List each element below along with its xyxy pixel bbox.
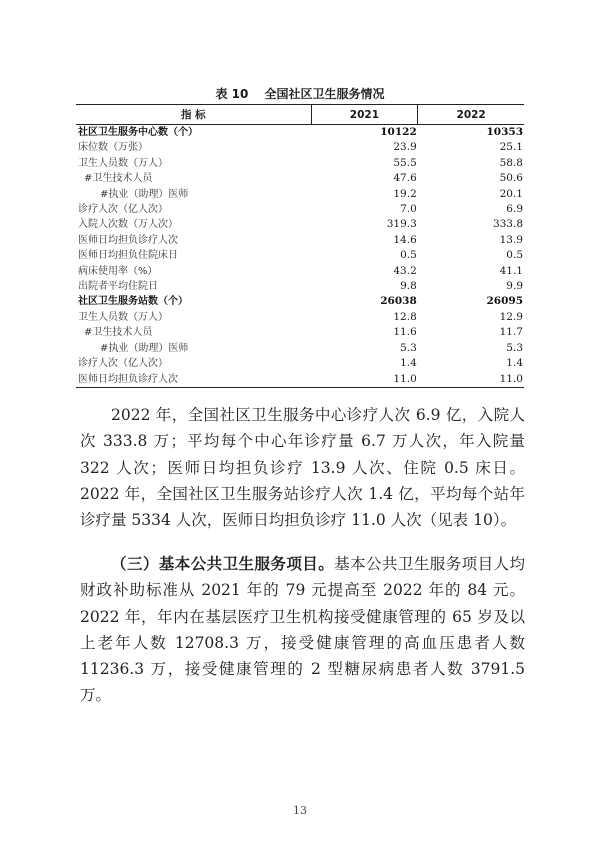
value-2022: 13.9 xyxy=(499,233,523,246)
value-2022: 12.9 xyxy=(499,310,523,323)
table-row xyxy=(76,140,524,155)
table-row xyxy=(76,233,524,248)
row-label: 医师日均担负住院床日 xyxy=(78,250,178,262)
paragraph-community-services xyxy=(80,402,525,533)
row-label: 床位数（万张） xyxy=(78,142,148,154)
page-number: 13 xyxy=(293,804,307,817)
row-label: 社区卫生服务站数（个） xyxy=(78,296,188,308)
value-2022: 1.4 xyxy=(506,357,523,370)
value-2022: 25.1 xyxy=(499,141,523,154)
table-body xyxy=(76,125,524,388)
header-2022: 2022 xyxy=(418,105,524,125)
value-2021: 11.0 xyxy=(311,372,418,388)
table-row xyxy=(76,310,524,325)
value-2021: 23.9 xyxy=(393,141,417,154)
header-2021: 2021 xyxy=(311,105,418,125)
table-row xyxy=(76,248,524,263)
table-header-row xyxy=(76,105,524,125)
value-2021: 43.2 xyxy=(393,264,417,277)
paragraph-text: 基本公共卫生服务项目人均财政补助标准从 2021 年的 79 元提高至 2022 年的 84 元。2022 年，年内在基层医疗卫生机构接受健康管理的 65 岁及以上老年人数 12708.3 万，接受健康管理的高血压患者人数 11236.3 万，接受健康管理的 2 型糖尿病患者人数 3791.5 万。 xyxy=(80,555,525,705)
row-label: #执业（助理）医师 xyxy=(100,342,189,354)
table-row xyxy=(76,202,524,217)
value-2022: 50.6 xyxy=(499,172,523,185)
value-2021: 0.5 xyxy=(400,249,417,262)
row-label: 诊疗人次（亿人次） xyxy=(78,358,168,370)
table-row xyxy=(76,187,524,202)
table-row xyxy=(76,294,524,309)
value-2021: 19.2 xyxy=(393,187,417,200)
row-label: #卫生技术人员 xyxy=(84,173,153,185)
paragraph-text: 2022 年，全国社区卫生服务中心诊疗人次 6.9 亿，入院人次 333.8 万；平均每个中心年诊疗量 6.7 万人次，年入院量 322 人次；医师日均担负诊疗 13.9 人次、住院 0.5 床日。2022 年，全国社区卫生服务站诊疗人次 1.4 亿，平均每个站年诊疗量 5334 人次，医师日均担负诊疗 11.0 人次（见表 10）。 xyxy=(80,406,525,530)
row-label: 诊疗人次（亿人次） xyxy=(78,204,168,216)
table-row xyxy=(76,356,524,371)
header-indicator: 指 标 xyxy=(76,105,311,125)
paragraph-public-health xyxy=(80,551,525,709)
value-2021: 7.0 xyxy=(400,203,417,216)
table-row xyxy=(76,156,524,171)
table-row xyxy=(76,171,524,186)
value-2022: 41.1 xyxy=(499,264,523,277)
row-label: #卫生技术人员 xyxy=(84,327,153,339)
row-label: 医师日均担负诊疗人次 xyxy=(78,234,178,246)
table-row xyxy=(76,125,524,141)
value-2022: 9.9 xyxy=(506,280,523,293)
row-label: 入院人次数（万人次） xyxy=(78,219,178,231)
row-label: #执业（助理）医师 xyxy=(100,188,189,200)
value-2021: 11.6 xyxy=(393,326,417,339)
value-2022: 11.0 xyxy=(418,372,524,388)
value-2022: 11.7 xyxy=(499,326,523,339)
value-2022: 0.5 xyxy=(506,249,523,262)
community-health-table xyxy=(76,104,524,388)
value-2022: 26095 xyxy=(486,295,523,308)
table-title: 全国社区卫生服务情况 xyxy=(264,87,385,101)
row-label: 医师日均担负诊疗人次 xyxy=(76,372,311,388)
value-2022: 20.1 xyxy=(499,187,523,200)
value-2022: 333.8 xyxy=(492,218,523,231)
value-2021: 9.8 xyxy=(400,280,417,293)
value-2022: 5.3 xyxy=(506,341,523,354)
value-2021: 5.3 xyxy=(400,341,417,354)
row-label: 社区卫生服务中心数（个） xyxy=(78,127,198,138)
table-row xyxy=(76,372,524,388)
row-label: 出院者平均住院日 xyxy=(78,281,158,293)
value-2021: 12.8 xyxy=(393,310,417,323)
value-2021: 55.5 xyxy=(393,156,417,169)
section-heading: （三）基本公共卫生服务项目。 xyxy=(111,555,335,573)
table-number: 表 10 xyxy=(215,87,249,101)
table-row xyxy=(76,279,524,294)
row-label: 卫生人员数（万人） xyxy=(78,311,168,323)
value-2021: 10122 xyxy=(380,126,417,138)
table-row xyxy=(76,217,524,232)
value-2021: 47.6 xyxy=(393,172,417,185)
row-label: 卫生人员数（万人） xyxy=(78,157,168,169)
value-2021: 14.6 xyxy=(393,233,417,246)
value-2022: 6.9 xyxy=(506,203,523,216)
table-row xyxy=(76,325,524,340)
table-row xyxy=(76,341,524,356)
value-2021: 26038 xyxy=(380,295,417,308)
table-caption xyxy=(0,85,600,102)
row-label: 病床使用率（%） xyxy=(78,265,158,277)
value-2022: 10353 xyxy=(486,126,523,138)
value-2021: 319.3 xyxy=(386,218,417,231)
table-row xyxy=(76,264,524,279)
value-2021: 1.4 xyxy=(400,357,417,370)
value-2022: 58.8 xyxy=(499,156,523,169)
